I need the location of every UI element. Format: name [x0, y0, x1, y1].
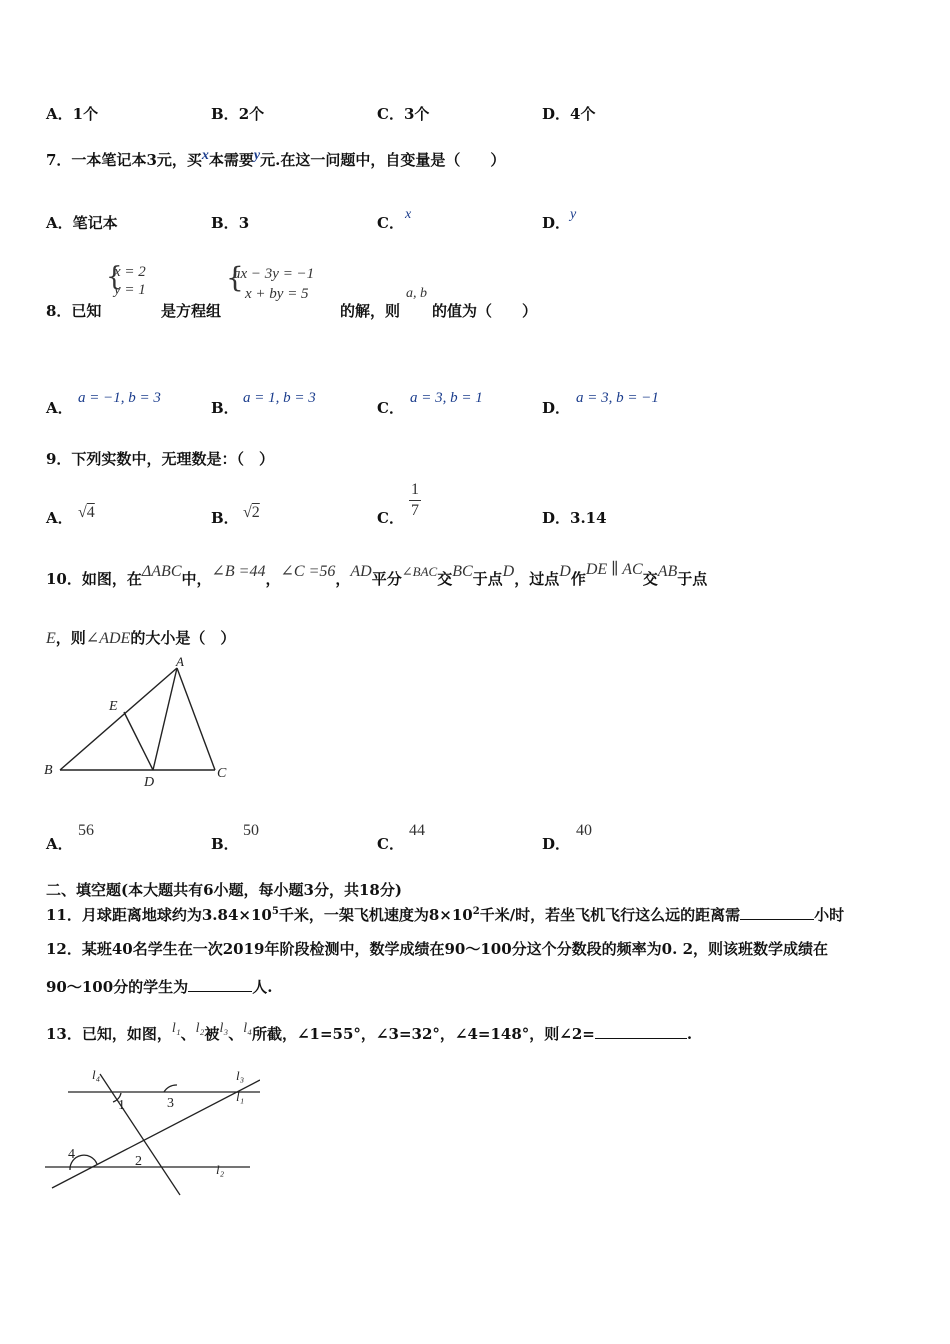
label-angle-2: 2: [135, 1154, 142, 1169]
q12-line2: 90～100分的学生为 人.: [46, 978, 273, 996]
q12-answer-blank[interactable]: [188, 977, 252, 992]
q9-stem: 9．下列实数中，无理数是：（ ）: [46, 450, 274, 468]
label-l1: l₁: [236, 1089, 245, 1104]
q13-lines-figure: [40, 1060, 260, 1200]
q9-option-c: C．: [377, 509, 404, 527]
q10-option-a: A．: [46, 835, 73, 853]
q8-prefix: 8．已知: [46, 302, 102, 320]
label-a: A: [176, 654, 184, 669]
q8-text-4: 的值为（ ）: [432, 302, 538, 320]
angle-3-arc: [164, 1085, 177, 1092]
q6-option-a: A．1个: [46, 105, 99, 123]
q10-option-c-value: 44: [409, 822, 425, 839]
q8-option-d-math: a = 3, b = −1: [576, 390, 659, 406]
q8-system-2: ax − 3y = −1 x + by = 5: [233, 266, 315, 302]
q9-option-d: D．3.14: [542, 509, 607, 527]
q11-answer-blank[interactable]: [740, 905, 814, 920]
q7-option-d: D．: [542, 214, 571, 232]
label-l4: l₄: [92, 1067, 101, 1082]
label-angle-3: 3: [167, 1096, 174, 1111]
q9-option-a-math: √4: [78, 504, 95, 521]
q10-option-a-value: 56: [78, 822, 94, 839]
q8-text-2: 是方程组: [161, 302, 222, 320]
q10-option-c: C．: [377, 835, 404, 853]
q10-option-d-value: 40: [576, 822, 592, 839]
q8-brace-2: {: [226, 261, 244, 294]
segment-ab: [60, 668, 177, 770]
q7-option-a: A．笔记本: [46, 214, 118, 232]
segment-ac: [177, 668, 215, 770]
label-c: C: [217, 766, 227, 781]
section-2-title: 二、填空题(本大题共有6小题，每小题3分，共18分): [46, 881, 402, 899]
label-angle-4: 4: [68, 1147, 75, 1162]
q8-option-d: D．: [542, 399, 571, 417]
q8-ab: a, b: [406, 286, 427, 301]
q8-option-c-math: a = 3, b = 1: [410, 390, 483, 406]
label-angle-1: 1: [118, 1098, 125, 1113]
label-l3: l₃: [236, 1068, 245, 1083]
q6-option-b: B．2个: [211, 105, 265, 123]
label-l2: l₂: [216, 1162, 225, 1177]
line-l3: [52, 1080, 260, 1188]
q9-option-c-fraction: 1 7: [411, 481, 419, 519]
q7-stem: 7．一本笔记本3元，买x本需要y元.在这一问题中，自变量是（ ）: [46, 148, 506, 169]
q10-triangle-figure: [40, 650, 240, 795]
q10-option-b: B．: [211, 835, 239, 853]
q6-option-d: D．4个: [542, 105, 596, 123]
q7-option-b: B．3: [211, 214, 250, 232]
q8-brace-1: {: [106, 262, 123, 292]
label-e: E: [109, 699, 118, 714]
q8-option-a: A．: [46, 399, 73, 417]
label-b: B: [44, 763, 53, 778]
q13-stem: 13．已知，如图，l₁、l₂被l₃、l₄所截，∠1=55°，∠3=32°，∠4=148°，则∠2= .: [46, 1021, 693, 1043]
q10-option-b-value: 50: [243, 822, 259, 839]
q8-option-c: C．: [377, 399, 404, 417]
q9-option-b-math: √2: [243, 504, 260, 521]
q10-stem-line1: 10．如图，在ΔABC中，∠B =44，∠C =56，AD平分∠BAC交BC于点D，过点D作DE ∥ AC交AB于点: [46, 561, 708, 588]
q8-option-b: B．: [211, 399, 239, 417]
q9-option-a: A．: [46, 509, 73, 527]
q13-answer-blank[interactable]: [595, 1024, 687, 1039]
q7-option-c-math: x: [405, 207, 412, 222]
q10-stem-line2: E，则∠ADE的大小是（ ）: [46, 629, 236, 647]
q9-option-b: B．: [211, 509, 239, 527]
q6-option-c: C．3个: [377, 105, 430, 123]
q11-stem: 11．月球距离地球约为$3.84\times 10^5$千米，一架飞机速度为$8\times 10^2$千米/时，若坐飞机飞行这么远的距离需 小时: [46, 906, 845, 924]
q12-line1: 12．某班40名学生在一次2019年阶段检测中，数学成绩在90～100分这个分数段的频率为0. 2，则该班数学成绩在: [46, 940, 829, 958]
q7-option-d-math: y: [570, 207, 577, 222]
segment-de: [124, 712, 153, 770]
segment-ad: [153, 668, 177, 770]
label-d: D: [144, 775, 155, 790]
q8-option-b-math: a = 1, b = 3: [243, 390, 316, 406]
q8-option-a-math: a = −1, b = 3: [78, 390, 161, 406]
q10-option-d: D．: [542, 835, 571, 853]
q7-option-c: C．: [377, 214, 404, 232]
q8-system-1: x = 2 y = 1: [114, 264, 146, 298]
q8-text-3: 的解，则: [340, 302, 401, 320]
